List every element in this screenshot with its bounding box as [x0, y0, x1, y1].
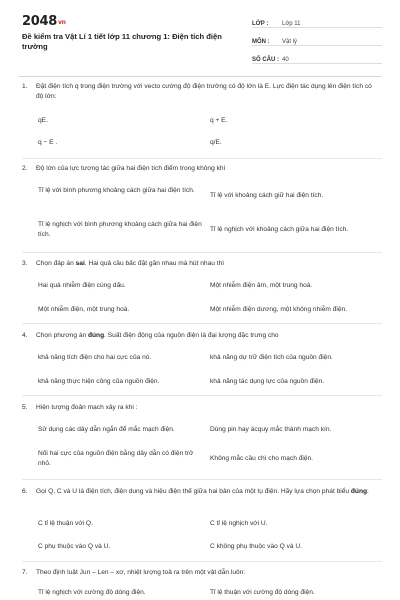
header-divider [18, 76, 382, 77]
option-a[interactable]: Tỉ lệ nghịch với cường độ dòng điện. [38, 589, 146, 596]
meta-value: 40 [282, 57, 289, 63]
option-b[interactable]: Dùng pin hay ácquy mắc thành mạch kín. [210, 426, 332, 433]
exam-meta [252, 14, 382, 68]
option-b[interactable]: Tỉ lệ với khoảng cách giữ hai điện tích. [210, 192, 324, 199]
question-text: Theo định luật Jun – Len – xơ, nhiệt lượng toả ra trên một vật dẫn luôn: [36, 569, 246, 576]
stem-part: Gọi Q, C và U là điện tích, điện dung và hiệu điện thế giữa hai bản của một tụ điện. Hãy lựa chọn phát biểu [36, 488, 351, 495]
option-c[interactable]: Một nhiễm điện, một trung hoà. [38, 306, 130, 313]
question-number: 5. [22, 404, 28, 411]
question-number: 4. [22, 332, 28, 339]
question-text [36, 259, 376, 269]
question-divider [22, 323, 382, 324]
option-b[interactable]: q + E. [210, 117, 228, 124]
stem-part: . Hai quả cầu bấc đặt gần nhau mà hút nhau thì [84, 260, 225, 267]
option-b[interactable]: C tỉ lệ nghịch với U. [210, 520, 268, 527]
question-divider [22, 395, 382, 396]
site-logo[interactable] [22, 14, 66, 29]
option-b[interactable]: Tỉ lệ thuận với cường độ dòng điện. [210, 589, 315, 596]
meta-row-class [252, 14, 382, 28]
option-d[interactable]: Tỉ lệ nghịch với khoảng cách giữa hai điện tích. [210, 226, 349, 233]
question-number: 1. [22, 83, 28, 90]
option-c[interactable]: khả năng thực hiện công của nguồn điện. [38, 378, 160, 385]
question-number: 7. [22, 569, 28, 576]
option-a[interactable]: qE. [38, 117, 48, 124]
page-header [0, 0, 400, 72]
option-d[interactable]: q/E. [210, 139, 222, 146]
question-divider [22, 479, 382, 480]
stem-part: Chọn phương án [36, 332, 88, 339]
meta-label: SỐ CÂU : [252, 57, 279, 63]
option-d[interactable]: khả năng tác dụng lực của nguồn điện. [210, 378, 325, 385]
meta-value: Lớp 11 [282, 21, 301, 27]
logo-text: 2048 [22, 14, 57, 29]
stem-part: Chọn đáp án [36, 260, 76, 267]
question-number: 6. [22, 488, 28, 495]
question-text [36, 487, 376, 497]
logo-suffix: vn [57, 19, 66, 26]
option-a[interactable]: Sử dụng các dây dẫn ngắn để mắc mạch điện. [38, 426, 175, 433]
question-text: Độ lớn của lực tương tác giữa hai điện tích điểm trong không khí [36, 165, 226, 172]
option-a[interactable]: Tỉ lệ với bình phương khoảng cách giữa hai điện tích. [38, 187, 195, 194]
document-title: Đề kiểm tra Vật Lí 1 tiết lớp 11 chương 1: Điện tích điện trường [22, 32, 222, 51]
stem-emphasis: đúng [350, 488, 368, 495]
meta-label: MÔN : [252, 39, 270, 45]
option-a[interactable]: Hai quả nhiễm điện cùng dấu. [38, 282, 126, 289]
meta-value: Vật lý [282, 39, 298, 45]
option-d[interactable]: C không phụ thuộc vào Q và U. [210, 543, 303, 550]
option-b[interactable]: khả năng dự trữ điện tích của nguồn điện. [210, 354, 333, 361]
stem-part: : [367, 488, 369, 495]
option-c[interactable]: Nối hai cực của nguồn điện bằng dây dẫn có điện trở nhỏ. [38, 450, 194, 467]
stem-emphasis: đúng [88, 332, 105, 339]
option-d[interactable]: Một nhiễm điện dương, một không nhiễm điện. [210, 306, 348, 313]
question-text [36, 331, 376, 341]
stem-part: . Suất điện động của nguồn điện là đại lượng đặc trưng cho [104, 332, 279, 339]
option-c[interactable]: q − E . [38, 139, 58, 146]
stem-emphasis: sai [75, 260, 85, 267]
option-a[interactable]: C tỉ lệ thuận với Q. [38, 520, 93, 527]
option-c[interactable]: C phụ thuộc vào Q và U. [38, 543, 111, 550]
option-c[interactable]: Tỉ lệ nghịch với bình phương khoảng cách giữa hai điện tích. [38, 221, 202, 238]
question-text: Hiện tượng đoản mạch xảy ra khi : [36, 404, 138, 411]
option-b[interactable]: Một nhiễm điện âm, một trung hoà. [210, 282, 313, 289]
question-divider [22, 561, 382, 562]
question-number: 3. [22, 260, 28, 267]
option-d[interactable]: Không mắc cầu chì cho mạch điện. [210, 455, 313, 462]
option-a[interactable]: khả năng tích điện cho hai cực của nó. [38, 354, 152, 361]
meta-label: LỚP : [252, 21, 269, 27]
question-divider [22, 158, 382, 159]
question-text: Đặt điện tích q trong điện trường với vecto cường độ điện trường có độ lớn là E. Lực điện tác dụng lên điện tích có độ lớn: [36, 83, 372, 100]
question-number: 2. [22, 165, 28, 172]
question-divider [22, 252, 382, 253]
meta-row-count [252, 50, 382, 64]
meta-row-subject [252, 32, 382, 46]
